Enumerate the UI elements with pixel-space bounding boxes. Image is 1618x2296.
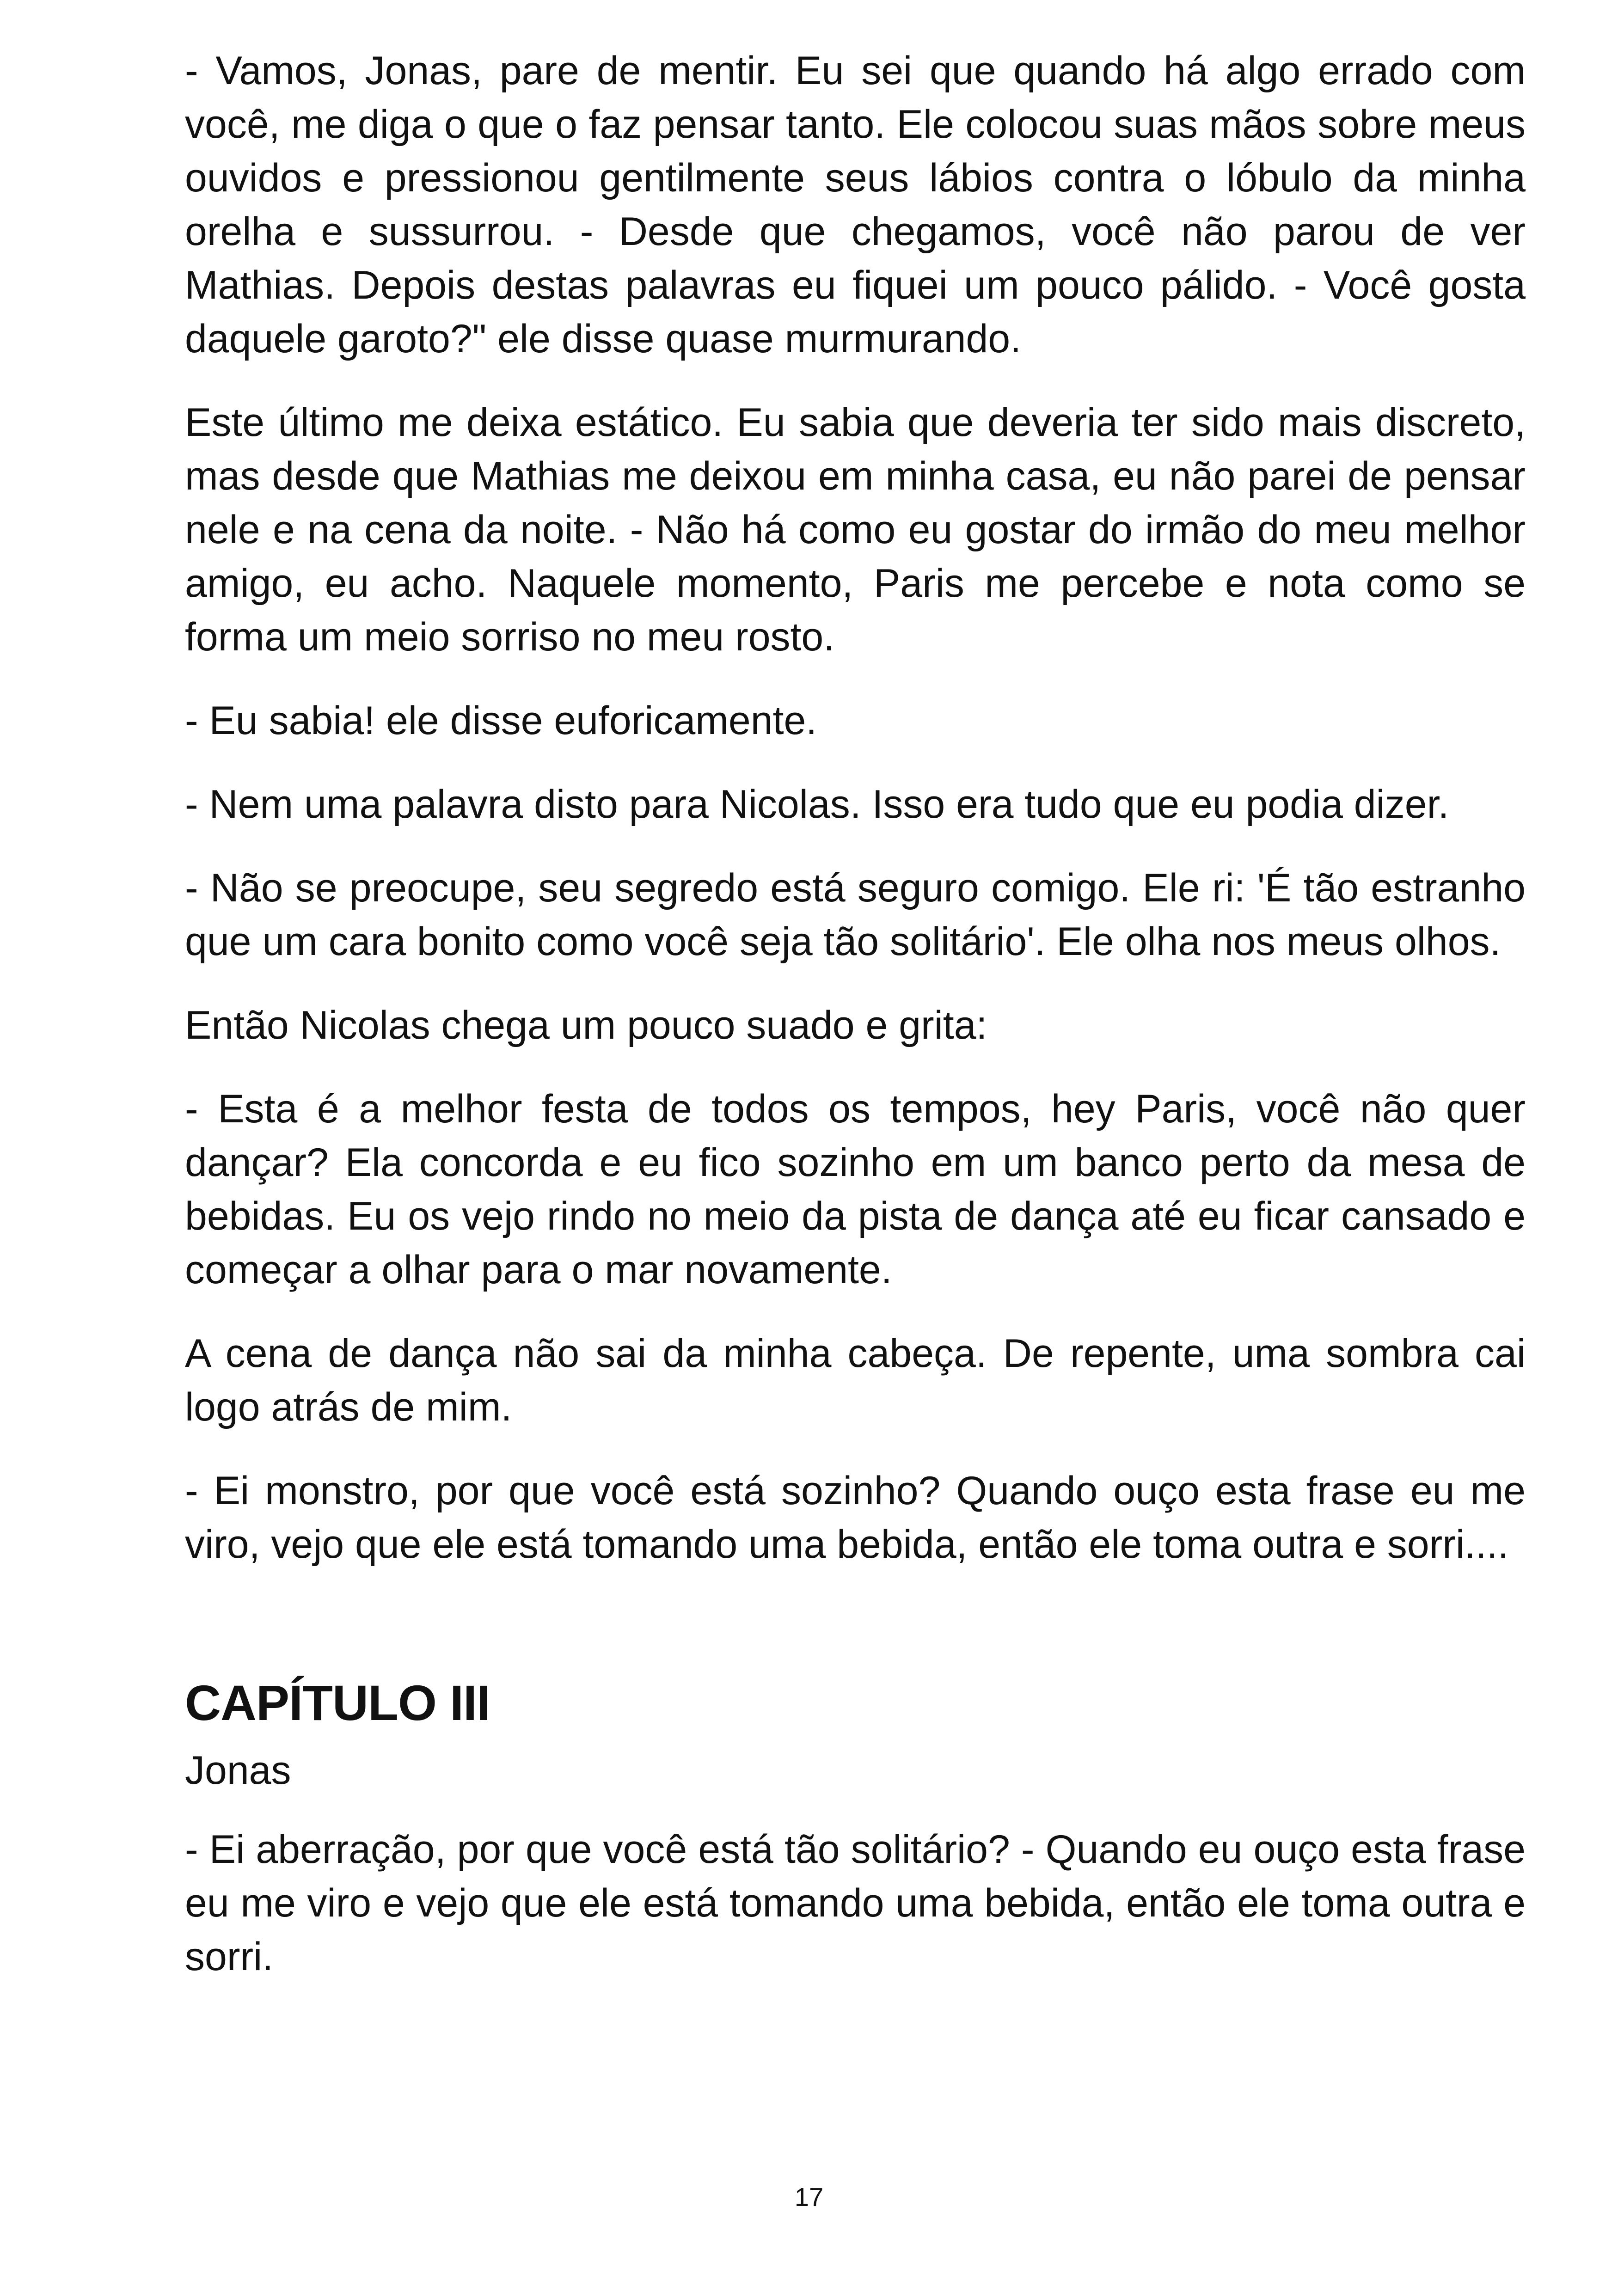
- paragraph: - Vamos, Jonas, pare de mentir. Eu sei que quando há algo errado com você, me diga o que o faz pensar tanto. Ele colocou suas mãos sobre meus ouvidos e pressionou gentilmente seus lábios contra o lóbulo da minha orelha e sussurrou. - Desde que chegamos, você não parou de ver Mathias. Depois destas palavras eu fiquei um pouco pálido. - Você gosta daquele garoto?" ele disse quase murmurando.: [185, 49, 1526, 361]
- chapter-subtitle: Jonas: [185, 1748, 291, 1793]
- paragraph: - Ei aberração, por que você está tão solitário? - Quando eu ouço esta frase eu me viro e vejo que ele está tomando uma bebida, então ele toma outra e sorri.: [185, 1827, 1526, 1979]
- paragraph: A cena de dança não sai da minha cabeça. De repente, uma sombra cai logo atrás de mim.: [185, 1331, 1526, 1429]
- paragraph: - Ei monstro, por que você está sozinho? Quando ouço esta frase eu me viro, vejo que ele está tomando uma bebida, então ele toma outra e sorri....: [185, 1469, 1526, 1567]
- paragraph: - Não se preocupe, seu segredo está seguro comigo. Ele ri: 'É tão estranho que um cara bonito como você seja tão solitário'. Ele olha nos meus olhos.: [185, 866, 1526, 964]
- paragraph: - Nem uma palavra disto para Nicolas. Isso era tudo que eu podia dizer.: [185, 782, 1449, 827]
- paragraph: Este último me deixa estático. Eu sabia que deveria ter sido mais discreto, mas desde que Mathias me deixou em minha casa, eu não parei de pensar nele e na cena da noite. - Não há como eu gostar do irmão do meu melhor amigo, eu acho. Naquele momento, Paris me percebe e nota como se forma um meio sorriso no meu rosto.: [185, 400, 1526, 659]
- page-number: 17: [794, 2182, 824, 2211]
- chapter-title: CAPÍTULO III: [185, 1675, 490, 1731]
- page-body: [185, 44, 1526, 2014]
- paragraph: - Eu sabia! ele disse euforicamente.: [185, 698, 817, 743]
- paragraph: Então Nicolas chega um pouco suado e grita:: [185, 1003, 987, 1047]
- paragraph: - Esta é a melhor festa de todos os tempos, hey Paris, você não quer dançar? Ela concorda e eu fico sozinho em um banco perto da mesa de bebidas. Eu os vejo rindo no meio da pista de dança até eu ficar cansado e começar a olhar para o mar novamente.: [185, 1087, 1526, 1292]
